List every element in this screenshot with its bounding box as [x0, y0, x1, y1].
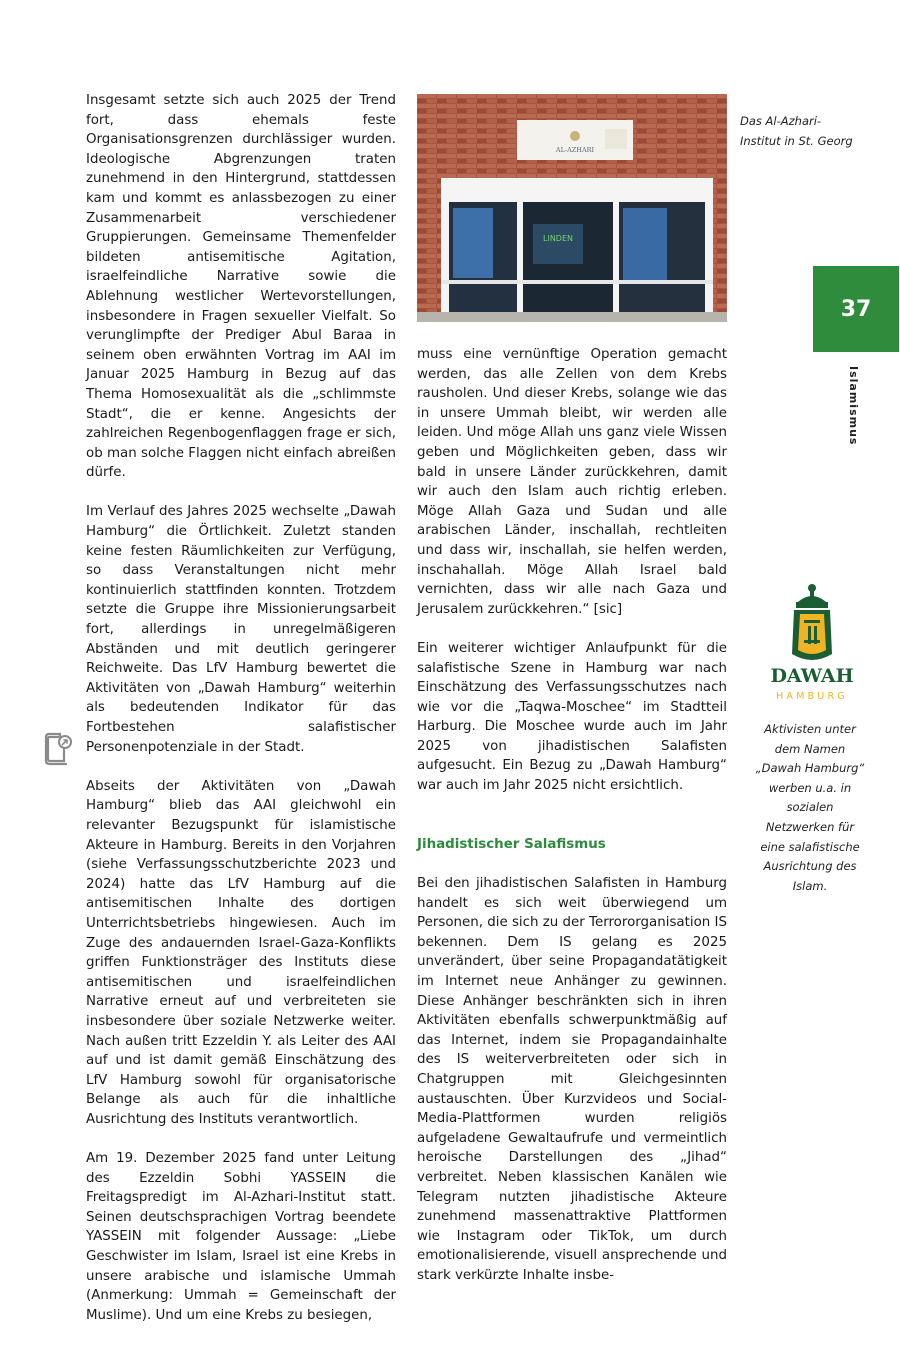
sign-text: AL-AZHARI — [555, 146, 595, 154]
middle-text-column — [417, 345, 727, 1305]
section-heading: Jihadistischer Salafismus — [417, 836, 606, 852]
paragraph: Im Verlauf des Jahres 2025 wechselte „Dawah Hamburg“ die Örtlichkeit. Zuletzt standen keine festen Räumlichkeiten zur Verfügung, so dass Veranstaltungen nicht mehr kontinuierlich stattfinden konnten. Trotzdem setzte die Gruppe ihre Missionierungsarbeit fort, allerdings in unregelmäßigeren Abständen und mit deutlich geringerer Reichweite. Das LfV Hamburg bewertet die Aktivitäten von „Dawah Hamburg“ weiterhin als bedeutenden Indikator für das Fortbestehen salafistischer Personenpotenziale in der Stadt. — [86, 504, 396, 755]
paragraph: Insgesamt setzte sich auch 2025 der Trend fort, dass ehemals feste Organisationsgrenzen durchlässiger wurden. Ideologische Abgrenzungen traten zunehmend in den Hintergrund, stattdessen kam und kommt es anlassbezogen zu einer Zusammenarbeit verschiedener Gruppierungen. Gemeinsame Themenfelder bildeten antisemitische Agitation, israelfeindliche Narrative sowie die Ablehnung westlicher Wertevorstellungen, insbesondere in Fragen sexueller Vielfalt. So verunglimpfte der Prediger Abul Baraa in seinem oben erwähnten Vortrag im AAI im Januar 2025 Hamburg in Bezug auf das Thema Homosexualität als die „schlimmste Stadt“, die er kenne. Angesichts der zahlreichen Regenbogenflaggen frage er sich, ob man solche Flaggen nicht einfach abreißen dürfe. — [86, 93, 396, 481]
logo-caption: Aktivisten unter dem Namen „Dawah Hamburg“ werben u.a. in sozialen Netzwerken für eine salafistische Ausrichtung des Islam. — [755, 722, 865, 893]
paragraph: Am 19. Dezember 2025 fand unter Leitung des Ezzeldin Sobhi YASSEIN die Freitagspredigt im Al-Azhari-Institut statt. Seinen deutschsprachigen Vortrag beendete YASSEIN mit folgender Aussage: „Liebe Geschwister im Islam, Israel ist eine Krebs in unsere arabische und islamische Ummah (Anmerkung: Ummah = Gemeinschaft der Muslime). Und um eine Krebs zu besiegen, — [86, 1151, 396, 1323]
logo-word-dawah: DAWAH — [770, 665, 854, 687]
dawah-hamburg-logo — [758, 582, 866, 712]
paragraph: muss eine vernünftige Operation gemacht werden, das alle Zellen von dem Krebs rausholen. Und dieser Krebs, solange wie das in unsere Ummah bleibt, wir werden alle leiden. Und möge Allah uns ganz viele Wissen geben und Möglichkeiten geben, dass wir bald in unsere Länder zurückkehren, damit wir auch den Islam auch richtig erleben. Möge Allah Gaza und Sudan und alle arabischen Länder, inschallah, rechtleiten und dass wir, inschallah, sie helfen werden, inschahallah. Möge Allah Israel bald vernichten, dass wir alle nach Gaza und Jerusalem zurückkehren.“ [sic] — [417, 347, 727, 617]
window-text: LINDEN — [543, 234, 573, 243]
paragraph: Abseits der Aktivitäten von „Dawah Hamburg“ blieb das AAI gleichwohl ein relevanter Bezugspunkt für islamistische Akteure in Hamburg. Bereits in den Vorjahren (siehe Verfassungsschutzberichte 2023 und 2024) hatte das LfV Hamburg auf die antisemitischen Inhalte des dortigen Unterrichtsbetriebs hingewiesen. Auch im Zuge des andauernden Israel-Gaza-Konflikts griffen Funktionsträger des Instituts diese antisemitischen und israelfeindlichen Narrative erneut auf und verbreiteten sie insbesondere über soziale Netzwerke weiter. Nach außen tritt Ezzeldin Y. als Leiter des AAI auf und ist damit gemäß Einschätzung des LfV Hamburg sowohl für organisatorische Belange als auch für die inhaltliche Ausrichtung des Instituts verantwortlich. — [86, 778, 396, 1127]
book-reference-icon — [40, 731, 76, 767]
al-azhari-institute-photo — [417, 94, 727, 322]
left-text-column — [86, 91, 396, 1345]
photo-caption: Das Al-Azhari- Institut in St. Georg — [740, 114, 853, 148]
page-number: 37 — [813, 266, 899, 352]
section-label: Islamismus — [847, 366, 860, 446]
paragraph: Ein weiterer wichtiger Anlaufpunkt für die salafistische Szene in Hamburg war nach Einschätzung des Verfassungsschutzes nach wie vor die „Taqwa-Moschee“ im Stadtteil Harburg. Die Moschee wurde auch im Jahr 2025 von jihadistischen Salafisten aufgesucht. Ein Bezug zu „Dawah Hamburg“ war auch im Jahr 2025 nicht ersichtlich. — [417, 640, 727, 794]
logo-word-hamburg: HAMBURG — [776, 691, 848, 702]
paragraph: Bei den jihadistischen Salafisten in Hamburg handelt es sich weit überwiegend um Personen, die sich zu der Terrororganisation IS bekennen. Dem IS gelang es 2025 unverändert, über seine Propagandatätigkeit im Internet neue Anhänger zu gewinnen. Diese Anhänger beschränkten sich in ihren Aktivitäten ebenfalls schwerpunktmäßig auf das Internet, indem sie Propagandainhalte des IS weiterverbreiteten oder sich in Chatgruppen mit Gleichgesinnten austauschten. Über Kurzvideos und Social-Media-Plattformen wurden religiös aufgeladene Gewaltaufrufe und vermeintlich heroische Darstellungen des „Jihad“ verbreitet. Neben klassischen Kanälen wie Telegram nutzten jihadistische Akteure zunehmend massenattraktive Plattformen wie Instagram oder TikTok, um durch emotionalisierende, visuell ansprechende und stark verkürzte Inhalte insbe- — [417, 876, 727, 1283]
